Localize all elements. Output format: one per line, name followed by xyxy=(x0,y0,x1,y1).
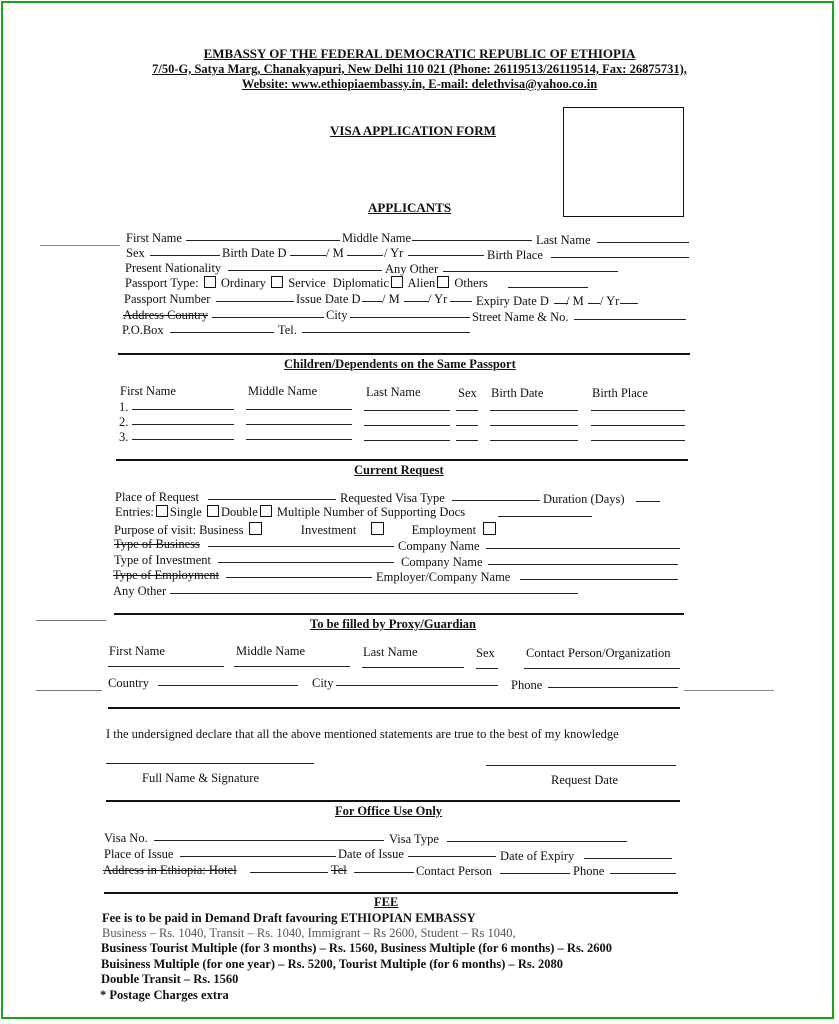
employment-checkbox[interactable] xyxy=(483,522,496,535)
proxy-phone-field[interactable] xyxy=(548,687,678,688)
issue-day-field[interactable] xyxy=(362,301,382,302)
sex-label: Sex xyxy=(126,246,145,260)
proxy-country-label: Country xyxy=(108,676,149,690)
section-divider xyxy=(118,353,690,355)
po-box-label: P.O.Box xyxy=(122,323,164,337)
present-nationality-field[interactable] xyxy=(228,270,382,271)
type-employment-label: Type of Employment xyxy=(113,568,220,582)
last-name-field[interactable] xyxy=(597,242,689,243)
expiry-month-field[interactable] xyxy=(588,303,600,304)
proxy-phone-label: Phone xyxy=(511,678,543,692)
tel-label: Tel. xyxy=(278,323,297,337)
office-tel-label: Tel xyxy=(331,863,347,877)
expiry-date-label: Expiry Date D xyxy=(476,294,549,308)
city-label: City xyxy=(326,308,348,322)
street-field[interactable] xyxy=(574,319,686,320)
any-other-request-label: Any Other xyxy=(113,584,167,598)
office-use-title: For Office Use Only xyxy=(335,804,443,818)
employment-label: Employment xyxy=(411,523,477,537)
issue-year-field[interactable] xyxy=(450,301,472,302)
ordinary-checkbox[interactable] xyxy=(204,276,216,288)
scan-mark xyxy=(36,620,106,621)
scan-mark xyxy=(36,690,102,691)
child-row-2-number: 2. xyxy=(119,415,129,429)
birth-day-field[interactable] xyxy=(290,255,326,256)
duration-label: Duration (Days) xyxy=(543,492,625,506)
section-divider xyxy=(104,892,678,894)
scan-mark xyxy=(684,690,774,691)
embassy-address: 7/50-G, Satya Marg, Chanakyapuri, New Delhi 110 021 (Phone: 26119513/26119514, Fax: 26875731), xyxy=(152,62,687,76)
issue-month-field[interactable] xyxy=(404,301,428,302)
proxy-sex-label: Sex xyxy=(476,646,495,660)
child-col-sex: Sex xyxy=(458,386,477,400)
date-of-expiry-field[interactable] xyxy=(584,858,672,859)
service-checkbox[interactable] xyxy=(271,276,283,288)
visa-type-label: Visa Type xyxy=(389,832,439,846)
address-country-label: Address Country xyxy=(123,308,209,322)
office-tel-field[interactable] xyxy=(354,872,414,873)
birth-year-field[interactable] xyxy=(408,255,484,256)
entries-row xyxy=(115,505,465,520)
issue-year-label: / Yr xyxy=(428,292,448,306)
duration-field[interactable] xyxy=(636,501,660,502)
first-name-field[interactable] xyxy=(186,240,340,241)
last-name-label: Last Name xyxy=(536,233,591,247)
investment-checkbox[interactable] xyxy=(371,522,384,535)
birth-place-label: Birth Place xyxy=(487,248,543,262)
fee-line-1: Fee is to be paid in Demand Draft favouring ETHIOPIAN EMBASSY xyxy=(102,911,476,925)
sex-field[interactable] xyxy=(150,255,220,256)
scan-mark xyxy=(40,245,120,246)
child-row-3-number: 3. xyxy=(119,430,129,444)
fee-line-4: Buisiness Multiple (for one year) – Rs. 5200, Tourist Multiple (for 6 months) – Rs. 2080 xyxy=(101,957,564,971)
first-name-label: First Name xyxy=(126,231,182,245)
place-of-issue-label: Place of Issue xyxy=(104,847,174,861)
embassy-website: Website: www.ethiopiaembassy.in, E-mail: delethvisa@yahoo.co.in xyxy=(241,77,598,91)
middle-name-label: Middle Name xyxy=(342,231,412,245)
diplomatic-checkbox[interactable] xyxy=(391,276,403,288)
company-name-field-1[interactable] xyxy=(486,548,680,549)
type-business-label: Type of Business xyxy=(114,537,200,551)
street-label: Street Name & No. xyxy=(472,310,569,324)
child-col-last-name: Last Name xyxy=(366,385,421,399)
alien-label: Alien xyxy=(407,276,436,290)
visa-no-field[interactable] xyxy=(154,840,384,841)
any-other-nationality-label: Any Other xyxy=(385,262,439,276)
multiple-checkbox[interactable] xyxy=(260,505,272,517)
alien-checkbox[interactable] xyxy=(437,276,449,288)
fee-line-5: Double Transit – Rs. 1560 xyxy=(101,972,239,986)
issue-month-label: / M xyxy=(382,292,400,306)
investment-label: Investment xyxy=(300,523,357,537)
date-of-issue-label: Date of Issue xyxy=(338,847,404,861)
contact-person-field[interactable] xyxy=(500,873,570,874)
fee-title: FEE xyxy=(374,895,399,909)
middle-name-field[interactable] xyxy=(412,240,532,241)
others-label: Others xyxy=(454,276,488,290)
declaration-text: I the undersigned declare that all the above mentioned statements are true to the best of my knowledge xyxy=(106,727,619,741)
request-date-field[interactable] xyxy=(486,765,676,766)
hotel-field[interactable] xyxy=(250,872,328,873)
photo-box xyxy=(563,107,684,217)
contact-person-label: Contact Person xyxy=(416,864,493,878)
child-col-birth-date: Birth Date xyxy=(491,386,544,400)
proxy-middle-name-label: Middle Name xyxy=(236,644,306,658)
proxy-title: To be filled by Proxy/Guardian xyxy=(310,617,477,631)
any-other-request-field[interactable] xyxy=(170,593,578,594)
embassy-name: EMBASSY OF THE FEDERAL DEMOCRATIC REPUBLIC OF ETHIOPIA xyxy=(203,46,636,61)
fee-line-6: * Postage Charges extra xyxy=(100,988,229,1002)
signature-field[interactable] xyxy=(106,763,314,764)
requested-visa-type-field[interactable] xyxy=(452,500,540,501)
company-name-field-2[interactable] xyxy=(488,564,678,565)
purpose-row xyxy=(114,522,498,538)
business-checkbox[interactable] xyxy=(249,522,262,535)
proxy-last-name-label: Last Name xyxy=(363,645,418,659)
employer-company-field[interactable] xyxy=(520,579,678,580)
birth-date-label: Birth Date D xyxy=(222,246,287,260)
requested-visa-type-label: Requested Visa Type xyxy=(340,491,445,505)
birth-month-field[interactable] xyxy=(347,255,383,256)
proxy-country-field[interactable] xyxy=(158,685,298,686)
multiple-label: Multiple Number of Supporting Docs xyxy=(276,505,466,519)
double-checkbox[interactable] xyxy=(207,505,219,517)
place-of-request-label: Place of Request xyxy=(115,490,200,504)
expiry-month-label: / M xyxy=(566,294,584,308)
office-phone-label: Phone xyxy=(573,864,605,878)
address-ethiopia-label: Address in Ethiopia: Hotel xyxy=(103,863,237,877)
expiry-year-field[interactable] xyxy=(620,303,638,304)
proxy-first-name-label: First Name xyxy=(109,644,165,658)
section-divider xyxy=(116,459,688,461)
current-request-title: Current Request xyxy=(354,463,444,477)
address-country-field[interactable] xyxy=(212,317,324,318)
request-date-label: Request Date xyxy=(551,773,618,787)
office-phone-field[interactable] xyxy=(610,873,676,874)
children-title: Children/Dependents on the Same Passport xyxy=(284,357,516,371)
expiry-year-label: / Yr xyxy=(600,294,620,308)
passport-number-label: Passport Number xyxy=(124,292,211,306)
section-divider xyxy=(114,613,684,615)
place-of-issue-field[interactable] xyxy=(180,856,336,857)
diplomatic-label: Diplomatic xyxy=(332,276,390,290)
signature-label: Full Name & Signature xyxy=(142,771,259,785)
company-name-label-2: Company Name xyxy=(401,555,483,569)
supporting-docs-field[interactable] xyxy=(498,516,592,517)
any-other-nationality-field[interactable] xyxy=(443,271,618,272)
form-title: VISA APPLICATION FORM xyxy=(330,123,496,138)
present-nationality-label: Present Nationality xyxy=(125,261,222,275)
applicants-title: APPLICANTS xyxy=(368,200,452,215)
type-employment-field[interactable] xyxy=(226,577,372,578)
ordinary-label: Ordinary xyxy=(220,276,266,290)
issue-date-label: Issue Date D xyxy=(296,292,361,306)
service-label: Service xyxy=(288,276,326,290)
passport-type-row xyxy=(125,276,488,291)
proxy-contact-label: Contact Person/Organization xyxy=(526,646,671,660)
type-investment-field[interactable] xyxy=(218,562,394,563)
date-of-issue-field[interactable] xyxy=(408,856,496,857)
type-business-field[interactable] xyxy=(208,546,394,547)
city-field[interactable] xyxy=(350,317,470,318)
fee-line-3: Business Tourist Multiple (for 3 months) – Rs. 1560, Business Multiple (for 6 months) – Rs. 2600 xyxy=(101,941,613,955)
fee-line-2: Business – Rs. 1040, Transit – Rs. 1040, Immigrant – Rs 2600, Student – Rs 1040, xyxy=(102,926,516,940)
single-label: Single xyxy=(169,505,202,519)
birth-year-label: / Yr xyxy=(384,246,404,260)
section-divider xyxy=(108,707,680,709)
child-col-first-name: First Name xyxy=(120,384,176,398)
child-row-1-number: 1. xyxy=(119,400,129,414)
company-name-label-1: Company Name xyxy=(398,539,480,553)
date-of-expiry-label: Date of Expiry xyxy=(500,849,575,863)
double-label: Double xyxy=(220,505,258,519)
type-investment-label: Type of Investment xyxy=(114,553,212,567)
child-col-middle-name: Middle Name xyxy=(248,384,318,398)
birth-month-label: / M xyxy=(326,246,344,260)
visa-type-field[interactable] xyxy=(447,841,627,842)
child-col-birth-place: Birth Place xyxy=(592,386,648,400)
purpose-business-label: Purpose of visit: Business xyxy=(114,523,244,537)
place-of-request-field[interactable] xyxy=(208,499,336,500)
passport-type-label: Passport Type: xyxy=(125,276,199,290)
employer-company-label: Employer/Company Name xyxy=(376,570,511,584)
po-box-field[interactable] xyxy=(170,332,274,333)
passport-number-field[interactable] xyxy=(216,301,294,302)
section-divider xyxy=(106,800,680,802)
single-checkbox[interactable] xyxy=(156,505,168,517)
birth-place-field[interactable] xyxy=(551,257,689,258)
tel-field[interactable] xyxy=(302,332,470,333)
proxy-city-field[interactable] xyxy=(336,685,498,686)
entries-label: Entries: xyxy=(115,505,154,519)
others-field[interactable] xyxy=(508,287,588,288)
visa-no-label: Visa No. xyxy=(104,831,148,845)
proxy-city-label: City xyxy=(312,676,334,690)
